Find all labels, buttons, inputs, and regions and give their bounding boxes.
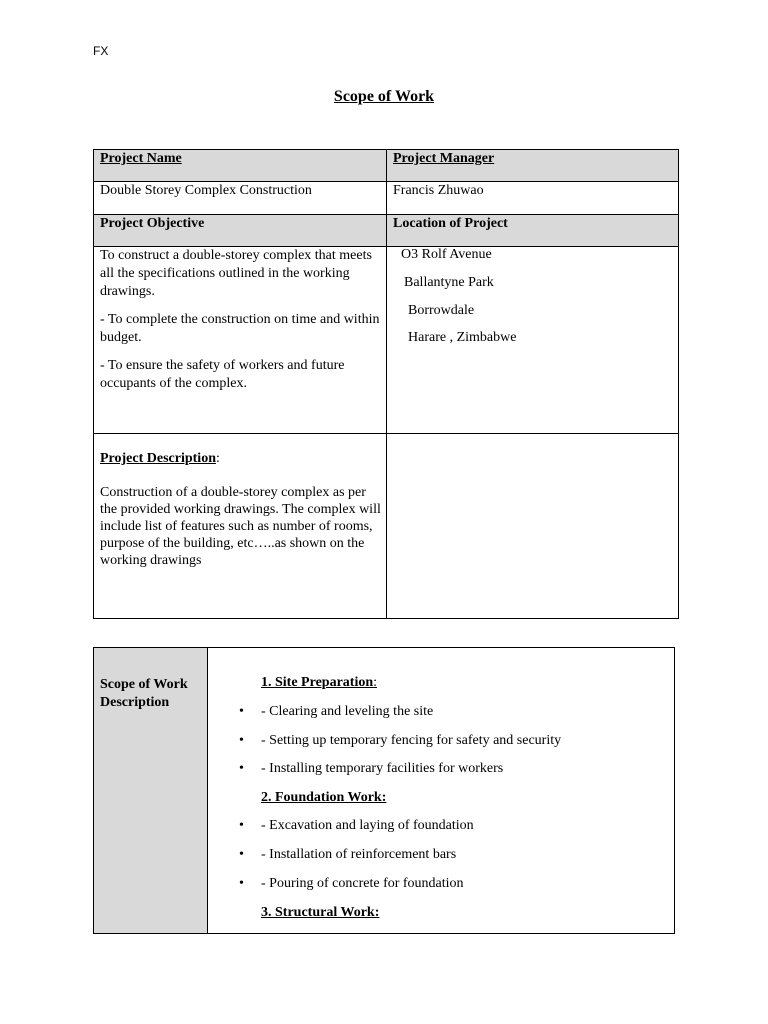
bullet-icon: • — [239, 818, 244, 833]
bullet-icon: • — [239, 847, 244, 862]
project-name-label: Project Name — [100, 151, 182, 166]
bullet-icon: • — [239, 761, 244, 776]
row-divider — [94, 214, 678, 215]
list-item: - Pouring of concrete for foundation — [261, 876, 464, 891]
section-heading: 3. Structural Work: — [261, 905, 380, 920]
project-manager-value: Francis Zhuwao — [393, 183, 484, 198]
objective-label: Project Objective — [100, 216, 205, 231]
bullet-icon: • — [239, 876, 244, 891]
project-info-table — [93, 149, 679, 619]
project-name-value: Double Storey Complex Construction — [100, 183, 312, 198]
column-divider — [386, 150, 387, 618]
list-item: - Setting up temporary fencing for safety and security — [261, 733, 562, 748]
list-item: - Clearing and leveling the site — [261, 704, 434, 719]
location-line: Borrowdale — [408, 303, 475, 318]
page-title: Scope of Work — [333, 88, 435, 105]
location-line: Ballantyne Park — [404, 275, 494, 290]
row-divider — [94, 433, 678, 434]
bullet-icon: • — [239, 704, 244, 719]
row-divider — [94, 181, 678, 182]
scope-label-cell — [94, 648, 208, 933]
description-text: Construction of a double-storey complex as per the provided working drawings. The complex will include list of features such as number of rooms, purpose of the building, etc…..as shown on the working drawings — [100, 485, 381, 568]
description-label: Project Description — [100, 451, 216, 466]
section-heading: 1. Site Preparation: — [261, 675, 378, 690]
list-item: - Installation of reinforcement bars — [261, 847, 457, 862]
location-label: Location of Project — [393, 216, 508, 231]
objectives-list — [100, 247, 380, 403]
objective-item: - To ensure the safety of workers and future occupants of the complex. — [100, 358, 345, 391]
scope-label: Scope of Work Description — [100, 677, 188, 710]
header-mark: FX — [93, 44, 109, 58]
section-heading: 2. Foundation Work: — [261, 790, 387, 805]
description-heading — [100, 451, 220, 467]
objective-item: - To complete the construction on time and within budget. — [100, 312, 380, 345]
list-item: - Installing temporary facilities for workers — [261, 761, 504, 776]
location-line: Harare , Zimbabwe — [408, 330, 517, 345]
location-line: O3 Rolf Avenue — [401, 247, 492, 262]
objective-item: To construct a double-storey complex that meets all the specifications outlined in the working drawings. — [100, 248, 372, 299]
bullet-icon: • — [239, 733, 244, 748]
list-item: - Excavation and laying of foundation — [261, 818, 474, 833]
project-manager-label: Project Manager — [393, 151, 495, 166]
scope-of-work-table — [93, 647, 675, 934]
description-colon: : — [215, 451, 220, 466]
